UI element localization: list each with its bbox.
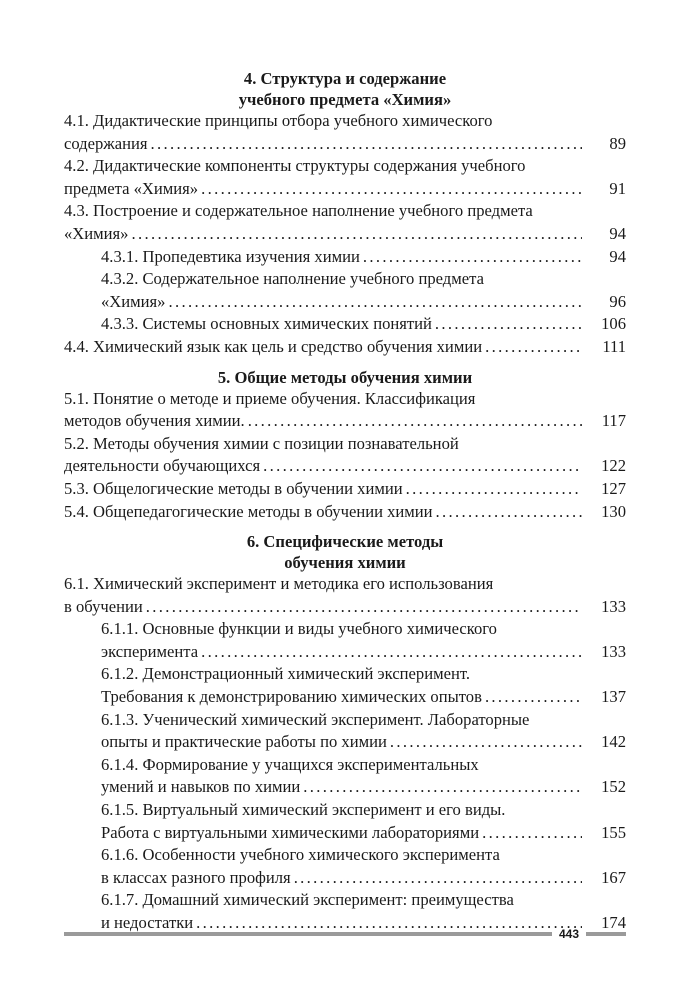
entry-title-end: эксперимента <box>101 641 199 661</box>
section-heading: учебного предмета «Химия» <box>238 90 452 109</box>
entry-page-number: 152 <box>601 777 626 797</box>
dot-leader <box>303 776 582 799</box>
entry-page-number: 174 <box>601 913 626 932</box>
entry-page-number: 117 <box>601 411 626 431</box>
entry-title-end: 4.3.1. Пропедевтика изучения химии <box>101 246 360 266</box>
table-of-contents <box>64 58 626 935</box>
dot-leader <box>436 501 582 524</box>
toc-entry[interactable] <box>64 155 626 200</box>
entry-title-line: 4.1. Дидактические принципы отбора учебного химического <box>64 111 493 130</box>
section-heading: 4. Структура и содержание <box>243 69 447 88</box>
footer-rule-left <box>64 932 552 936</box>
entry-page-number: 89 <box>609 133 626 153</box>
entry-page-number: 137 <box>601 687 626 707</box>
page-footer <box>64 927 626 941</box>
entry-title-end: в классах разного профиля <box>101 867 291 887</box>
entry-page-number: 130 <box>601 501 626 521</box>
toc-section <box>64 68 626 359</box>
entry-title-end: 5.4. Общепедагогические методы в обучении химии <box>64 501 433 521</box>
entry-title-line: 6.1.6. Особенности учебного химического эксперимента <box>101 845 500 865</box>
entry-title-line: 6.1.5. Виртуальный химический эксперимент и его виды. <box>101 800 506 820</box>
entry-title-end: 4.3.3. Системы основных химических понятий <box>101 314 432 334</box>
toc-entry[interactable] <box>64 501 626 524</box>
toc-entry[interactable] <box>64 478 626 501</box>
toc-entry[interactable] <box>64 268 626 313</box>
entry-page-number: 155 <box>601 822 626 842</box>
entry-title-end: содержания <box>64 133 148 153</box>
entry-title-end: Работа с виртуальными химическими лабораториями <box>101 822 480 842</box>
dot-leader <box>151 133 582 156</box>
toc-entry[interactable] <box>64 433 626 478</box>
entry-title-line: 6.1.4. Формирование у учащихся экспериментальных <box>101 754 479 774</box>
dot-leader <box>131 223 582 246</box>
entry-title-line: 4.2. Дидактические компоненты структуры содержания учебного <box>64 156 526 176</box>
section-heading: 6. Специфические методы <box>246 532 444 552</box>
entry-title-line: 5.2. Методы обучения химии с позиции познавательной <box>64 433 459 453</box>
toc-entry[interactable] <box>64 246 626 269</box>
entry-page-number: 91 <box>609 178 626 198</box>
entry-title-line: 6.1.3. Ученический химический эксперимент. Лабораторные <box>101 709 530 729</box>
toc-entry[interactable] <box>64 573 626 618</box>
toc-entry[interactable] <box>64 110 626 155</box>
entry-title-end: предмета «Химия» <box>64 178 199 198</box>
entry-title-end: 5.3. Общелогические методы в обучении химии <box>64 478 403 498</box>
toc-entry[interactable] <box>64 313 626 336</box>
footer-rule-right <box>586 932 626 936</box>
entry-title-line: 6.1.2. Демонстрационный химический эксперимент. <box>101 664 470 684</box>
entry-page-number: 94 <box>609 223 626 243</box>
entry-page-number: 94 <box>609 246 626 266</box>
entry-title-line: 6.1.7. Домашний химический эксперимент: преимущества <box>101 890 514 910</box>
entry-title-end: 4.4. Химический язык как цель и средство обучения химии <box>64 336 483 356</box>
entry-title-end: и недостатки <box>101 913 194 932</box>
toc-entry[interactable] <box>64 844 626 889</box>
entry-title-end: умений и навыков по химии <box>101 777 301 797</box>
entry-page-number: 142 <box>601 732 626 752</box>
entry-title-line: 6.1. Химический эксперимент и методика его использования <box>64 574 494 594</box>
toc-section <box>64 531 626 935</box>
dot-leader <box>406 478 582 501</box>
entry-page-number: 106 <box>601 314 626 334</box>
section-heading: 5. Общие методы обучения химии <box>217 367 473 387</box>
entry-title-end: деятельности обучающихся <box>64 456 261 476</box>
entry-title-end: методов обучения химии. <box>64 411 245 431</box>
entry-page-number: 127 <box>601 478 626 498</box>
dot-leader <box>248 410 582 433</box>
dot-leader <box>294 867 582 890</box>
section-heading: обучения химии <box>284 553 406 573</box>
entry-page-number: 167 <box>601 867 626 887</box>
entry-title-end: Требования к демонстрированию химических опытов <box>101 687 482 707</box>
entry-title-line: 4.3.2. Содержательное наполнение учебного предмета <box>101 269 484 289</box>
entry-page-number: 122 <box>601 456 626 476</box>
toc-entry[interactable] <box>64 754 626 799</box>
toc-entry[interactable] <box>64 618 626 663</box>
dot-leader <box>485 686 582 709</box>
entry-page-number: 111 <box>602 336 626 356</box>
toc-entry[interactable] <box>64 200 626 245</box>
dot-leader <box>201 178 582 201</box>
entry-page-number: 96 <box>609 291 626 311</box>
page-number: 443 <box>558 927 579 941</box>
toc-entry[interactable] <box>64 388 626 433</box>
entry-page-number: 133 <box>601 641 626 661</box>
entry-title-line: 6.1.1. Основные функции и виды учебного химического <box>101 619 497 639</box>
toc-entry[interactable] <box>64 336 626 359</box>
toc-entry[interactable] <box>64 709 626 754</box>
dot-leader <box>146 596 582 619</box>
dot-leader <box>485 336 582 359</box>
entry-title-end: «Химия» <box>64 223 129 243</box>
dot-leader <box>168 291 582 314</box>
entry-title-end: «Химия» <box>101 291 166 311</box>
entry-title-end: в обучении <box>64 596 143 616</box>
dot-leader <box>390 731 582 754</box>
dot-leader <box>201 641 582 664</box>
entry-title-line: 4.3. Построение и содержательное наполнение учебного предмета <box>64 201 533 221</box>
toc-entry[interactable] <box>64 799 626 844</box>
dot-leader <box>482 822 582 845</box>
dot-leader <box>263 455 582 478</box>
entry-title-end: опыты и практические работы по химии <box>101 732 387 752</box>
dot-leader <box>363 246 582 269</box>
dot-leader <box>435 313 582 336</box>
toc-section <box>64 367 626 524</box>
entry-page-number: 133 <box>601 596 626 616</box>
toc-entry[interactable] <box>64 663 626 708</box>
entry-title-line: 5.1. Понятие о методе и приеме обучения. Классификация <box>64 388 476 408</box>
